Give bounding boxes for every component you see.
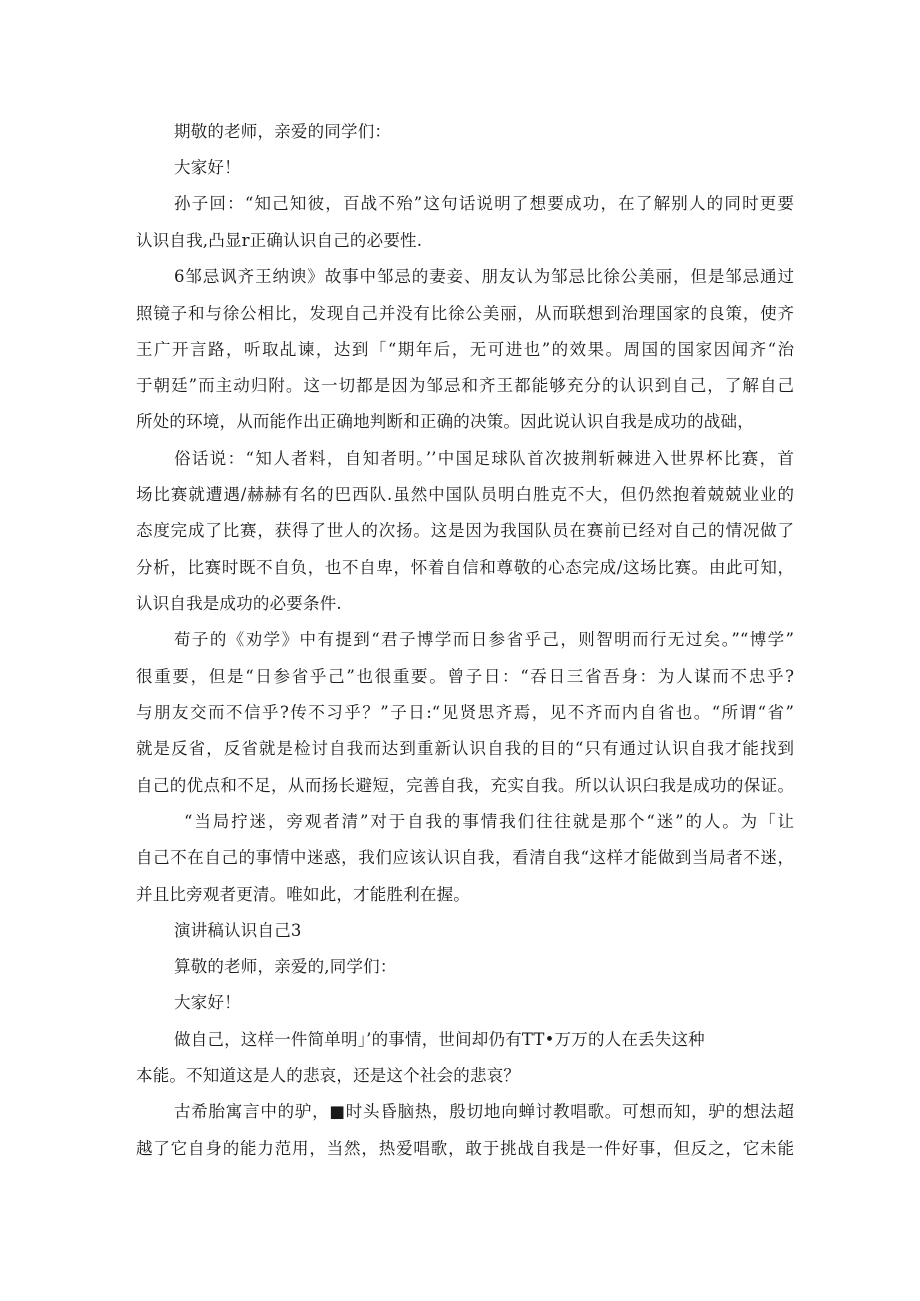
- paragraph-line: 古希胎寓言中的驴，■时头昏脑热，殷切地向蝉讨教唱歌。可想而知，驴的想法超: [174, 1102, 794, 1121]
- paragraph-line: 于朝廷”而主动归附。这一切都是因为邹忌和齐王都能够充分的认识到自己，了解自己: [136, 376, 794, 395]
- paragraph-line: 俗话说：“知人者料，自知者明。’’中国足球队首次披荆斩棘进入世界杯比赛，首: [174, 449, 794, 468]
- paragraph-line: 孙子回：“知己知彼，百战不殆”这句话说明了想要成功，在了解别人的同时更要: [174, 194, 794, 213]
- paragraph-line: 自己的优点和不足，从而扬长避短，完善自我，充实自我。所以认识臼我是成功的保证。: [136, 776, 794, 795]
- paragraph-line: 本能。不知道这是人的悲哀，还是这个社会的悲哀？: [136, 1066, 521, 1085]
- paragraph-line: 荀子的《劝学》中有提到“君子博学而日参省乎己，则智明而行无过矣。”“博学”: [174, 630, 794, 649]
- paragraph-line: 与朋友交而不信乎?传不习乎？”子日:“见贤思齐焉，见不齐而内自省也。“所谓“省”: [136, 703, 794, 722]
- salutation: 期敬的老师，亲爱的同学们：: [174, 122, 392, 141]
- salutation: 算敬的老师，亲爱的,同学们：: [174, 957, 397, 976]
- paragraph-line: 越了它自身的能力范用，当然，热爱唱歌，敢于挑战自我是一件好事，但反之，它未能: [136, 1139, 794, 1158]
- paragraph-line: 很重要，但是“日参省乎己”也很重要。曾子日：“吞日三省吾身：为人谋而不忠乎?: [136, 667, 794, 686]
- paragraph-line: 态度完成了比赛，获得了世人的次扬。这是因为我国队员在赛前已经对自己的情况做了: [136, 521, 794, 540]
- paragraph-line: “当局拧迷，旁观者清”对于自我的事情我们往往就是那个“迷”的人。为「让: [184, 812, 794, 831]
- paragraph-line: 做自己，这样一件简单明」’的事情，世间却仍有TT•万万的人在丢失这种: [174, 1030, 705, 1049]
- paragraph-line: 自己不在自己的事情中迷惑，我们应该认识自我，看清自我“这样才能做到当局者不迷，: [136, 848, 794, 867]
- paragraph-line: 王广开言路，听取乩谏，达到「“期年后，无可进也”的效果。周国的国家因闻齐“治: [136, 340, 794, 359]
- section-title: 演讲稿认识自己3: [174, 921, 302, 940]
- paragraph-line: 并且比旁观者更清。唯如此，才能胜利在握。: [136, 885, 470, 904]
- paragraph-line: 6邹忌讽齐王纳谀》故事中邹忌的妻妾、朋友认为邹忌比徐公美丽，但是邹忌通过: [174, 267, 794, 286]
- greeting: 大家好！: [174, 993, 241, 1012]
- paragraph-line: 认识自我是成功的必要条件.: [136, 594, 342, 613]
- paragraph-line: 所处的环境，从而能作出正确地判断和正确的决策。因此说认识自我是成功的战础，: [136, 412, 754, 431]
- paragraph-line: 就是反省，反省就是检讨自我而达到重新认识自我的目的“只有通过认识自我才能找到: [136, 739, 794, 758]
- greeting: 大家好！: [174, 158, 241, 177]
- paragraph-line: 认识自我,凸显r正确认识自己的必要性.: [136, 231, 423, 250]
- paragraph-line: 照镜子和与徐公相比，发现自己并没有比徐公美丽，从而联想到治理国家的良策，使齐: [136, 304, 794, 323]
- paragraph-line: 场比赛就遭遇/赫赫有名的巴西队.虽然中国队员明白胜克不大，但仍然抱着兢兢业业的: [136, 485, 794, 504]
- paragraph-line: 分析，比赛时既不自负，也不自卑，怀着自信和尊敬的心态完成/这场比赛。由此可知，: [136, 558, 794, 577]
